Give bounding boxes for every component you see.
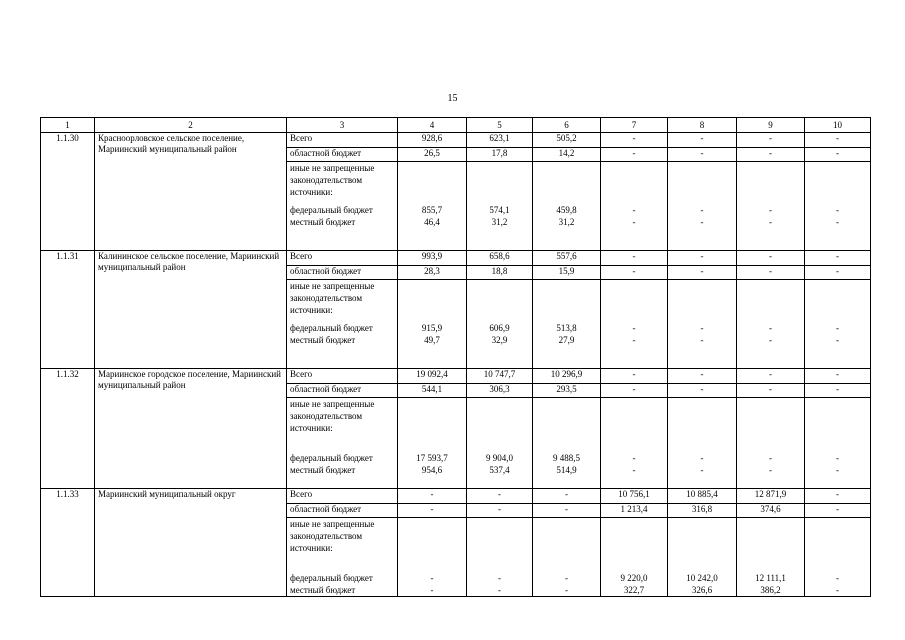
page-number: 15 <box>447 93 458 104</box>
federal-value: - <box>769 205 772 215</box>
local-value: 31,2 <box>491 217 508 227</box>
row-label: законодательством <box>290 293 363 303</box>
row-label: Всего <box>287 133 398 148</box>
federal-value: - <box>836 205 839 215</box>
row-label: иные не запрещенные <box>290 519 375 529</box>
value-cell <box>467 162 533 251</box>
value-cell: 12 871,9 <box>737 489 805 504</box>
federal-value: 9 904,0 <box>486 453 513 463</box>
local-value: - <box>700 217 704 227</box>
local-value: - <box>632 465 636 475</box>
value-cell: 306,3 <box>467 384 533 398</box>
value-cell: - <box>805 266 871 280</box>
value-cell <box>668 162 737 251</box>
local-value: - <box>498 585 501 595</box>
row-label: источники: <box>290 423 333 433</box>
value-cell <box>398 280 467 369</box>
local-value: 386,2 <box>760 585 781 595</box>
local-value: 49,7 <box>424 335 440 345</box>
local-value: 322,7 <box>623 585 645 595</box>
value-cell <box>398 518 467 597</box>
value-cell: - <box>805 504 871 518</box>
value-cell: 1 213,4 <box>601 504 668 518</box>
value-cell: 557,6 <box>533 251 601 266</box>
header-cell: 10 <box>805 118 871 133</box>
value-cell: - <box>805 251 871 266</box>
value-cell: - <box>601 384 668 398</box>
value-cell: - <box>805 489 871 504</box>
header-cell: 6 <box>533 118 601 133</box>
value-cell <box>467 280 533 369</box>
value-cell <box>533 162 601 251</box>
section-code: 1.1.31 <box>41 251 95 369</box>
local-value: - <box>632 335 636 345</box>
value-cell: 19 092,4 <box>398 369 467 384</box>
row-label: законодательством <box>290 175 363 185</box>
local-value: - <box>430 585 434 595</box>
value-cell <box>737 162 805 251</box>
local-value: 954,6 <box>421 465 443 475</box>
row-label: федеральный бюджет <box>290 323 373 333</box>
section-total-row <box>41 251 871 266</box>
header-cell: 1 <box>41 118 95 133</box>
value-cell: 993,9 <box>398 251 467 266</box>
federal-value: - <box>769 323 772 333</box>
federal-value: 10 242,0 <box>686 573 718 583</box>
local-value: 326,6 <box>691 585 713 595</box>
value-cell: 10 296,9 <box>533 369 601 384</box>
row-label: иные не запрещенные <box>290 163 375 173</box>
sources-label-cell <box>287 518 398 597</box>
federal-value: - <box>565 573 568 583</box>
value-cell: - <box>805 133 871 148</box>
value-cell: - <box>737 369 805 384</box>
row-label: источники: <box>290 305 333 315</box>
value-cell: 928,6 <box>398 133 467 148</box>
row-label: законодательством <box>290 411 363 421</box>
local-value: 46,4 <box>424 217 440 227</box>
value-cell: - <box>805 384 871 398</box>
value-cell <box>398 162 467 251</box>
value-cell: - <box>668 148 737 162</box>
value-cell: 544,1 <box>398 384 467 398</box>
federal-value: 915,9 <box>421 323 443 333</box>
section-code: 1.1.33 <box>41 489 95 597</box>
federal-value: - <box>769 453 772 463</box>
row-label: источники: <box>290 543 333 553</box>
value-cell <box>533 518 601 597</box>
federal-value: - <box>700 205 704 215</box>
value-cell <box>668 518 737 597</box>
value-cell <box>601 162 668 251</box>
value-cell: - <box>601 369 668 384</box>
value-cell: - <box>668 251 737 266</box>
local-value: 514,9 <box>556 465 577 475</box>
value-cell <box>668 280 737 369</box>
row-label: областной бюджет <box>287 504 398 518</box>
section-total-row <box>41 489 871 504</box>
row-label: Всего <box>287 489 398 504</box>
value-cell: - <box>737 384 805 398</box>
row-label: местный бюджет <box>290 335 356 345</box>
value-cell: - <box>398 489 467 504</box>
section-total-row <box>41 369 871 384</box>
local-value: - <box>632 217 636 227</box>
federal-value: 574,1 <box>489 205 510 215</box>
row-label: местный бюджет <box>290 465 356 475</box>
federal-value: - <box>632 205 636 215</box>
value-cell <box>467 398 533 489</box>
header-cell: 4 <box>398 118 467 133</box>
value-cell: - <box>601 251 668 266</box>
value-cell <box>533 398 601 489</box>
local-value: - <box>565 585 568 595</box>
local-value: - <box>836 465 839 475</box>
row-label: местный бюджет <box>290 585 356 595</box>
row-label: областной бюджет <box>287 266 398 280</box>
local-value: 31,2 <box>558 217 575 227</box>
row-label: иные не запрещенные <box>290 281 375 291</box>
value-cell: - <box>668 384 737 398</box>
federal-value: - <box>836 453 839 463</box>
section-code: 1.1.32 <box>41 369 95 489</box>
header-cell: 9 <box>737 118 805 133</box>
value-cell <box>805 518 871 597</box>
value-cell: 623,1 <box>467 133 533 148</box>
value-cell: 10 747,7 <box>467 369 533 384</box>
local-value: - <box>700 465 704 475</box>
value-cell: 14,2 <box>533 148 601 162</box>
federal-value: - <box>700 323 704 333</box>
federal-value: 513,8 <box>556 323 577 333</box>
value-cell: - <box>668 369 737 384</box>
row-label: источники: <box>290 187 333 197</box>
value-cell <box>601 280 668 369</box>
section-code: 1.1.30 <box>41 133 95 251</box>
local-value: 32,9 <box>491 335 508 345</box>
header-row <box>41 118 871 133</box>
value-cell: - <box>601 148 668 162</box>
sources-label-cell <box>287 162 398 251</box>
budget-table <box>40 117 871 597</box>
value-cell: 17,8 <box>467 148 533 162</box>
section-name: Мариинское городское поселение, Мариинский муниципальный район <box>95 369 287 489</box>
value-cell: 10 756,1 <box>601 489 668 504</box>
local-value: - <box>836 217 839 227</box>
value-cell <box>668 398 737 489</box>
section-total-row <box>41 133 871 148</box>
value-cell: - <box>737 148 805 162</box>
value-cell <box>805 398 871 489</box>
value-cell: 293,5 <box>533 384 601 398</box>
federal-value: 459,8 <box>556 205 577 215</box>
federal-value: - <box>430 573 434 583</box>
header-cell: 7 <box>601 118 668 133</box>
row-label: федеральный бюджет <box>290 205 373 215</box>
value-cell: - <box>601 266 668 280</box>
header-cell: 8 <box>668 118 737 133</box>
value-cell: 658,6 <box>467 251 533 266</box>
value-cell: 28,3 <box>398 266 467 280</box>
value-cell <box>805 162 871 251</box>
value-cell <box>398 398 467 489</box>
value-cell: 374,6 <box>737 504 805 518</box>
value-cell: - <box>805 148 871 162</box>
value-cell <box>737 398 805 489</box>
local-value: - <box>836 335 839 345</box>
value-cell: - <box>668 133 737 148</box>
federal-value: 17 593,7 <box>416 453 448 463</box>
federal-value: - <box>836 573 839 583</box>
federal-value: 12 111,1 <box>755 573 786 583</box>
value-cell: - <box>601 133 668 148</box>
local-value: - <box>836 585 839 595</box>
row-label: областной бюджет <box>287 384 398 398</box>
value-cell: - <box>737 266 805 280</box>
value-cell: - <box>737 251 805 266</box>
value-cell <box>737 518 805 597</box>
local-value: 537,4 <box>489 465 510 475</box>
value-cell: - <box>467 504 533 518</box>
value-cell: - <box>737 133 805 148</box>
federal-value: - <box>498 573 501 583</box>
federal-value: - <box>836 323 839 333</box>
local-value: - <box>700 335 704 345</box>
row-label: федеральный бюджет <box>290 573 373 583</box>
value-cell: - <box>398 504 467 518</box>
section-name: Мариинский муниципальный округ <box>95 489 287 597</box>
row-label: местный бюджет <box>290 217 356 227</box>
header-cell: 2 <box>95 118 287 133</box>
federal-value: - <box>632 453 636 463</box>
local-value: - <box>769 465 772 475</box>
federal-value: 606,9 <box>489 323 510 333</box>
row-label: Всего <box>287 369 398 384</box>
value-cell: 26,5 <box>398 148 467 162</box>
value-cell: - <box>533 504 601 518</box>
value-cell: - <box>668 266 737 280</box>
value-cell: 18,8 <box>467 266 533 280</box>
value-cell: - <box>533 489 601 504</box>
sources-label-cell <box>287 398 398 489</box>
section-name: Калининское сельское поселение, Мариинский муниципальный район <box>95 251 287 369</box>
header-cell: 5 <box>467 118 533 133</box>
row-label: Всего <box>287 251 398 266</box>
value-cell <box>805 280 871 369</box>
sources-label-cell <box>287 280 398 369</box>
value-cell: 15,9 <box>533 266 601 280</box>
local-value: - <box>769 217 772 227</box>
row-label: федеральный бюджет <box>290 453 373 463</box>
federal-value: - <box>632 323 636 333</box>
header-cell: 3 <box>287 118 398 133</box>
federal-value: 9 488,5 <box>553 453 580 463</box>
federal-value: - <box>700 453 704 463</box>
section-name: Краснoорловское сельское поселение, Мариинский муниципальный район <box>95 133 287 251</box>
federal-value: 9 220,0 <box>620 573 648 583</box>
row-label: законодательством <box>290 531 363 541</box>
row-label: иные не запрещенные <box>290 399 375 409</box>
row-label: областной бюджет <box>287 148 398 162</box>
value-cell <box>601 398 668 489</box>
local-value: - <box>769 335 772 345</box>
federal-value: 855,7 <box>421 205 443 215</box>
value-cell: - <box>467 489 533 504</box>
value-cell <box>737 280 805 369</box>
value-cell: 316,8 <box>668 504 737 518</box>
local-value: 27,9 <box>558 335 575 345</box>
value-cell <box>533 280 601 369</box>
value-cell <box>467 518 533 597</box>
value-cell: 10 885,4 <box>668 489 737 504</box>
value-cell: 505,2 <box>533 133 601 148</box>
value-cell <box>601 518 668 597</box>
value-cell: - <box>805 369 871 384</box>
